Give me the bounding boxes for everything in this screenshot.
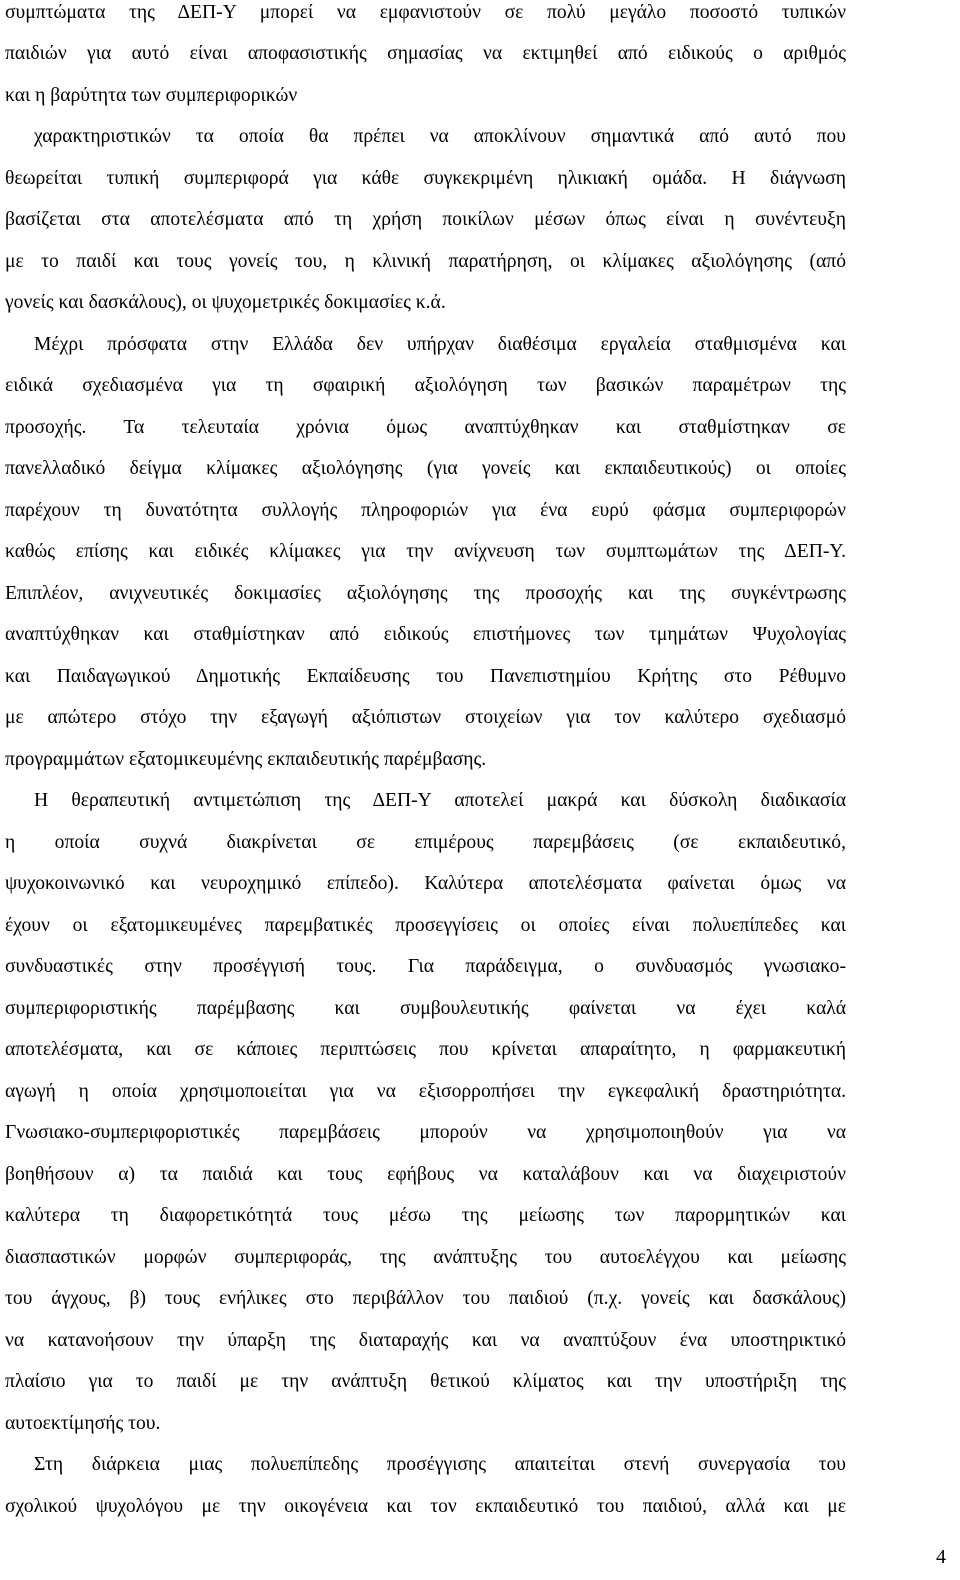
text-line: συμπεριφοριστικής παρέμβασης και συμβουλευτικής φαίνεται να έχει καλά	[5, 998, 846, 1019]
text-line: και η βαρύτητα των συμπεριφορικών	[5, 85, 298, 106]
text-line: αγωγή η οποία χρησιμοποιείται για να εξισορροπήσει την εγκεφαλική δραστηριότητα.	[5, 1081, 846, 1102]
text-line: ειδικά σχεδιασμένα για τη σφαιρική αξιολόγηση των βασικών παραμέτρων της	[5, 375, 846, 396]
text-line: καλύτερα τη διαφορετικότητά τους μέσω της μείωσης των παρορμητικών και	[5, 1205, 846, 1226]
text-line: γονείς και δασκάλους), οι ψυχομετρικές δοκιμασίες κ.ά.	[5, 292, 446, 313]
text-line: με το παιδί και τους γονείς του, η κλινική παρατήρηση, οι κλίμακες αξιολόγησης (από	[5, 251, 846, 272]
text-line: Επιπλέον, ανιχνευτικές δοκιμασίες αξιολόγησης της προσοχής και της συγκέντρωσης	[5, 583, 846, 604]
text-line: συμπτώματα της ΔΕΠ-Υ μπορεί να εμφανιστούν σε πολύ μεγάλο ποσοστό τυπικών	[5, 2, 846, 23]
text-line: Η θεραπευτική αντιμετώπιση της ΔΕΠ-Υ αποτελεί μακρά και δύσκολη διαδικασία	[34, 790, 846, 811]
text-line: πλαίσιο για το παιδί με την ανάπτυξη θετικού κλίματος και την υποστήριξη της	[5, 1371, 846, 1392]
text-line: να κατανοήσουν την ύπαρξη της διαταραχής και να αναπτύξουν ένα υποστηρικτικό	[5, 1330, 846, 1351]
text-line: η οποία συχνά διακρίνεται σε επιμέρους παρεμβάσεις (σε εκπαιδευτικό,	[5, 832, 846, 853]
text-line: βασίζεται στα αποτελέσματα από τη χρήση ποικίλων μέσων όπως είναι η συνέντευξη	[5, 209, 846, 230]
text-line: παρέχουν τη δυνατότητα συλλογής πληροφοριών για ένα ευρύ φάσμα συμπεριφορών	[5, 500, 846, 521]
text-line: προσοχής. Τα τελευταία χρόνια όμως αναπτύχθηκαν και σταθμίστηκαν σε	[5, 417, 846, 438]
text-line: με απώτερο στόχο την εξαγωγή αξιόπιστων στοιχείων για τον καλύτερο σχεδιασμό	[5, 707, 846, 728]
text-line: βοηθήσουν α) τα παιδιά και τους εφήβους να καταλάβουν και να διαχειριστούν	[5, 1164, 846, 1185]
page-number: 4	[936, 1546, 946, 1568]
text-line: και Παιδαγωγικού Δημοτικής Εκπαίδευσης του Πανεπιστημίου Κρήτης στο Ρέθυμνο	[5, 666, 846, 687]
text-line: Μέχρι πρόσφατα στην Ελλάδα δεν υπήρχαν διαθέσιμα εργαλεία σταθμισμένα και	[34, 334, 846, 355]
text-line: θεωρείται τυπική συμπεριφορά για κάθε συγκεκριμένη ηλικιακή ομάδα. Η διάγνωση	[5, 168, 846, 189]
text-line: αυτοεκτίμησής του.	[5, 1413, 161, 1434]
text-line: αποτελέσματα, και σε κάποιες περιπτώσεις που κρίνεται απαραίτητο, η φαρμακευτική	[5, 1039, 846, 1060]
text-line: αναπτύχθηκαν και σταθμίστηκαν από ειδικούς επιστήμονες των τμημάτων Ψυχολογίας	[5, 624, 846, 645]
text-line: ψυχοκοινωνικό και νευροχημικό επίπεδο). Καλύτερα αποτελέσματα φαίνεται όμως να	[5, 873, 846, 894]
text-line: διασπαστικών μορφών συμπεριφοράς, της ανάπτυξης του αυτοελέγχου και μείωσης	[5, 1247, 846, 1268]
text-line: του άγχους, β) τους ενήλικες στο περιβάλλον του παιδιού (π.χ. γονείς και δασκάλους)	[5, 1288, 846, 1309]
text-line: προγραμμάτων εξατομικευμένης εκπαιδευτικής παρέμβασης.	[5, 749, 487, 770]
text-line: παιδιών για αυτό είναι αποφασιστικής σημασίας να εκτιμηθεί από ειδικούς ο αριθμός	[5, 43, 846, 64]
text-line: χαρακτηριστικών τα οποία θα πρέπει να αποκλίνουν σημαντικά από αυτό που	[34, 126, 846, 147]
text-line: Στη διάρκεια μιας πολυεπίπεδης προσέγγισης απαιτείται στενή συνεργασία του	[34, 1454, 846, 1475]
text-line: συνδυαστικές στην προσέγγισή τους. Για παράδειγμα, ο συνδυασμός γνωσιακο-	[5, 956, 846, 977]
text-line: σχολικού ψυχολόγου με την οικογένεια και τον εκπαιδευτικό του παιδιού, αλλά και με	[5, 1496, 846, 1517]
text-line: έχουν οι εξατομικευμένες παρεμβατικές προσεγγίσεις οι οποίες είναι πολυεπίπεδες και	[5, 915, 846, 936]
text-line: πανελλαδικό δείγμα κλίμακες αξιολόγησης (για γονείς και εκπαιδευτικούς) οι οποίες	[5, 458, 846, 479]
text-line: Γνωσιακο-συμπεριφοριστικές παρεμβάσεις μπορούν να χρησιμοποιηθούν για να	[5, 1122, 846, 1143]
text-line: καθώς επίσης και ειδικές κλίμακες για την ανίχνευση των συμπτωμάτων της ΔΕΠ-Υ.	[5, 541, 846, 562]
